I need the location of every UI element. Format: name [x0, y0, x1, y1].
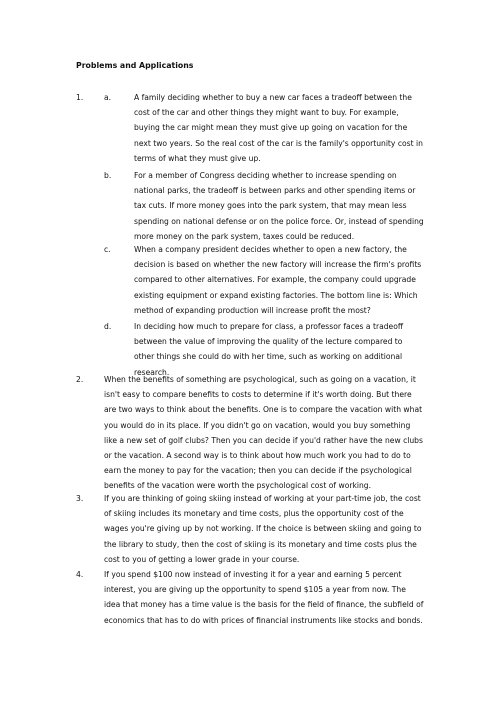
answer-text: A family deciding whether to buy a new car faces a tradeoff between the cost of the car and other things they might want to buy. For example, buying the car might mean they must give up going on vacation for the next two years. So the real cost of the car is the family's opportunity cost in terms of what they must give up. — [134, 93, 423, 163]
answer-text: If you are thinking of going skiing instead of working at your part-time job, the cost of skiing includes its monetary and time costs, plus the opportunity cost of the wages you're giving up by not working. If the choice is between skiing and going to the library to study, then the cost of skiing is its monetary and time costs plus the cost to you of getting a lower grade in your course. — [104, 494, 422, 564]
sub-letter: c. — [104, 245, 111, 254]
question-number: 2. — [76, 375, 84, 384]
sub-letter: a. — [104, 93, 112, 102]
sub-letter: d. — [104, 322, 112, 331]
question-number: 3. — [76, 494, 84, 503]
section-heading: Problems and Applications — [76, 61, 194, 70]
question-number: 1. — [76, 93, 84, 102]
answer-text: When the benefits of something are psychological, such as going on a vacation, it isn't easy to compare benefits to costs to determine if it's worth doing. But there are two ways to think about the benefits. One is to compare the vacation with what you would do in its place. If you didn't go on vacation, would you buy something like a new set of golf clubs? Then you can decide if you'd rather have the new clubs or the vacation. A second way is to think about how much work you had to do to earn the money to pay for the vacation; then you can decide if the psychological benefits of the vacation were worth the psychological cost of working. — [104, 375, 423, 491]
question-number: 4. — [76, 570, 84, 579]
answer-text: When a company president decides whether to open a new factory, the decision is based on whether the new factory will increase the firm's profits compared to other alternatives. For example, the company could upgrade existing equipment or expand existing factories. The bottom line is: Which method of expanding production will increase profit the most? — [134, 245, 422, 315]
answer-text: In deciding how much to prepare for class, a professor faces a tradeoff between the value of improving the quality of the lecture compared to other things she could do with her time, such as working on additional research. — [134, 322, 404, 377]
sub-letter: b. — [104, 171, 112, 180]
answer-text: For a member of Congress deciding whether to increase spending on national parks, the tradeoff is between parks and other spending items or tax cuts. If more money goes into the park system, that may mean less spending on national defense or on the police force. Or, instead of spending more money on the park system, taxes could be reduced. — [134, 171, 424, 241]
answer-text: If you spend $100 now instead of investing it for a year and earning 5 percent interest, you are giving up the opportunity to spend $105 a year from now. The idea that money has a time value is the basis for the field of finance, the subfield of economics that has to do with prices of financial instruments like stocks and bonds. — [104, 570, 424, 625]
